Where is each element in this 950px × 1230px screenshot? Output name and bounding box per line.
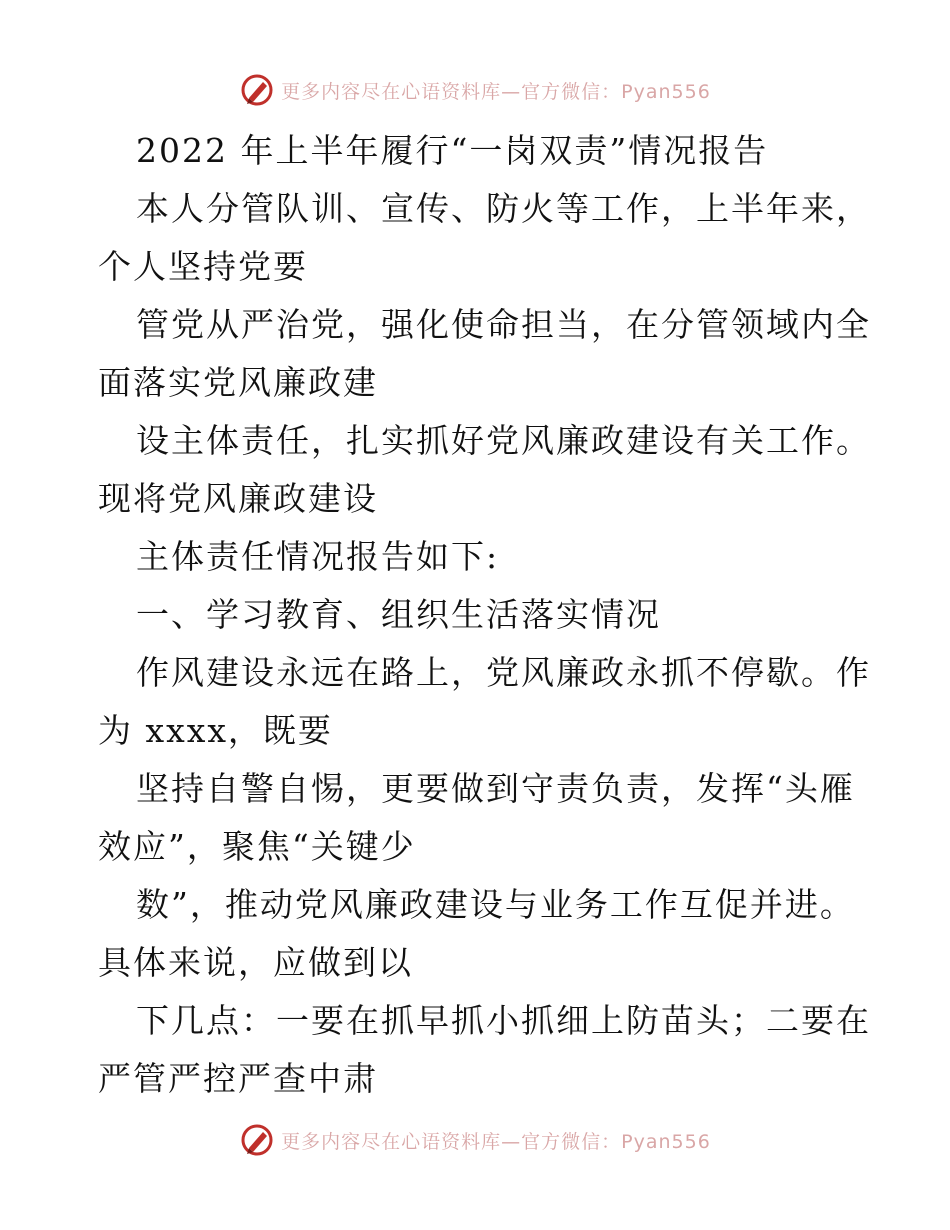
watermark-text: 更多内容尽在心语资料库—官方微信：Pyan556 xyxy=(281,1130,711,1153)
pen-logo-icon xyxy=(239,1122,275,1158)
paragraph-line: 主体责任情况报告如下: xyxy=(136,537,500,576)
paragraph-line: 个人坚持党要 xyxy=(98,247,308,286)
paragraph-line: 数”，推动党风廉政建设与业务工作互促并进。 xyxy=(136,885,855,924)
paragraph-line: 效应”，聚焦“关键少 xyxy=(98,827,416,866)
paragraph-line: 为 xxxx，既要 xyxy=(98,711,333,750)
pen-logo-icon xyxy=(239,72,275,108)
paragraph-line: 2022 年上半年履行“一岗双责”情况报告 xyxy=(136,131,769,170)
paragraph-line: 设主体责任，扎实抓好党风廉政建设有关工作。 xyxy=(136,421,871,460)
paragraph-line: 严管严控严查中肃 xyxy=(98,1059,378,1098)
header-watermark xyxy=(0,70,950,110)
paragraph-line: 一、学习教育、组织生活落实情况 xyxy=(136,595,661,634)
paragraph-line: 具体来说，应做到以 xyxy=(98,943,413,982)
paragraph-line: 坚持自警自惕，更要做到守责负责，发挥“头雁 xyxy=(136,769,855,808)
paragraph-line: 本人分管队训、宣传、防火等工作，上半年来， xyxy=(136,189,871,228)
document-body xyxy=(98,122,871,1108)
paragraph-line: 面落实党风廉政建 xyxy=(98,363,378,402)
paragraph-line: 管党从严治党，强化使命担当，在分管领域内全 xyxy=(136,305,871,344)
paragraph-line: 作风建设永远在路上，党风廉政永抓不停歇。作 xyxy=(136,653,871,692)
footer-watermark xyxy=(0,1120,950,1160)
paragraph-line: 现将党风廉政建设 xyxy=(98,479,378,518)
paragraph-line: 下几点：一要在抓早抓小抓细上防苗头；二要在 xyxy=(136,1001,871,1040)
watermark-text: 更多内容尽在心语资料库—官方微信：Pyan556 xyxy=(281,80,711,103)
